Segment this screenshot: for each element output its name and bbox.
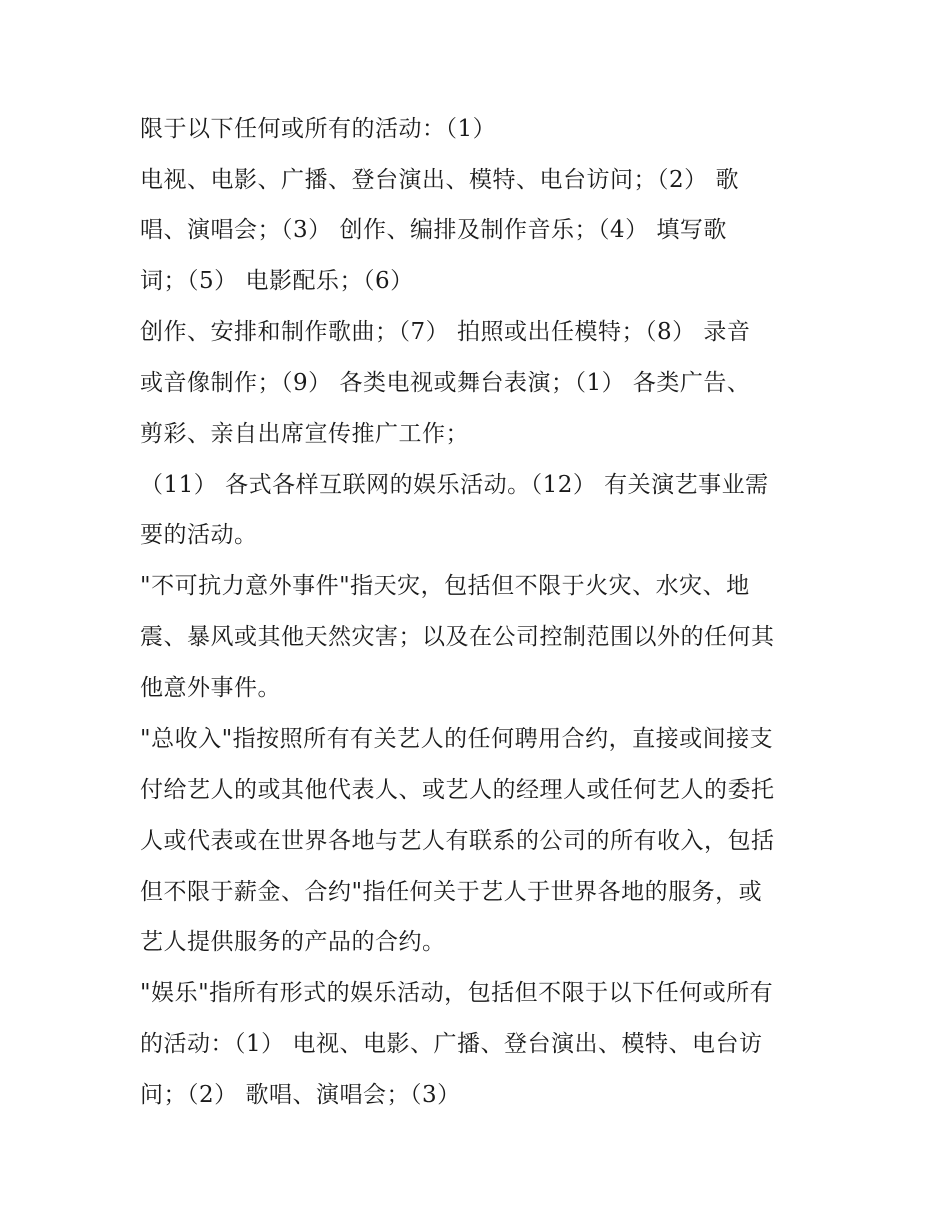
text-line: 问；（2） 歌唱、演唱会；（3）: [140, 1082, 461, 1108]
text-line: 电视、电影、广播、登台演出、模特、电台访问；（2） 歌: [140, 167, 739, 193]
text-line: "不可抗力意外事件"指天灾，包括但不限于火灾、水灾、地: [140, 573, 750, 599]
text-line: 但不限于薪金、合约"指任何关于艺人于世界各地的服务，或: [140, 879, 763, 905]
text-line: 限于以下任何或所有的活动：（1）: [140, 116, 497, 142]
text-line: 创作、安排和制作歌曲；（7） 拍照或出任模特；（8） 录音: [140, 319, 751, 345]
text-line: "总收入"指按照所有有关艺人的任何聘用合约，直接或间接支: [140, 726, 774, 752]
text-line: 的活动：（1） 电视、电影、广播、登台演出、模特、电台访: [140, 1031, 763, 1057]
text-line: 或音像制作；（9） 各类电视或舞台表演；（1） 各类广告、: [140, 370, 751, 396]
text-line: 唱、演唱会；（3） 创作、编排及制作音乐；（4） 填写歌: [140, 217, 727, 243]
text-line: 人或代表或在世界各地与艺人有联系的公司的所有收入，包括: [140, 828, 775, 854]
text-line: （11） 各式各样互联网的娱乐活动。（12） 有关演艺事业需: [140, 472, 769, 498]
text-line: 震、暴风或其他天然灾害；以及在公司控制范围以外的任何其: [140, 624, 775, 650]
text-line: 艺人提供服务的产品的合约。: [140, 929, 446, 955]
text-line: 他意外事件。: [140, 675, 281, 701]
text-line: 剪彩、亲自出席宣传推广工作；: [140, 421, 469, 447]
text-line: 付给艺人的或其他代表人、或艺人的经理人或任何艺人的委托: [140, 777, 775, 803]
text-line: 要的活动。: [140, 522, 258, 548]
text-line: 词；（5） 电影配乐；（6）: [140, 268, 414, 294]
text-line: "娱乐"指所有形式的娱乐活动，包括但不限于以下任何或所有: [140, 980, 774, 1006]
